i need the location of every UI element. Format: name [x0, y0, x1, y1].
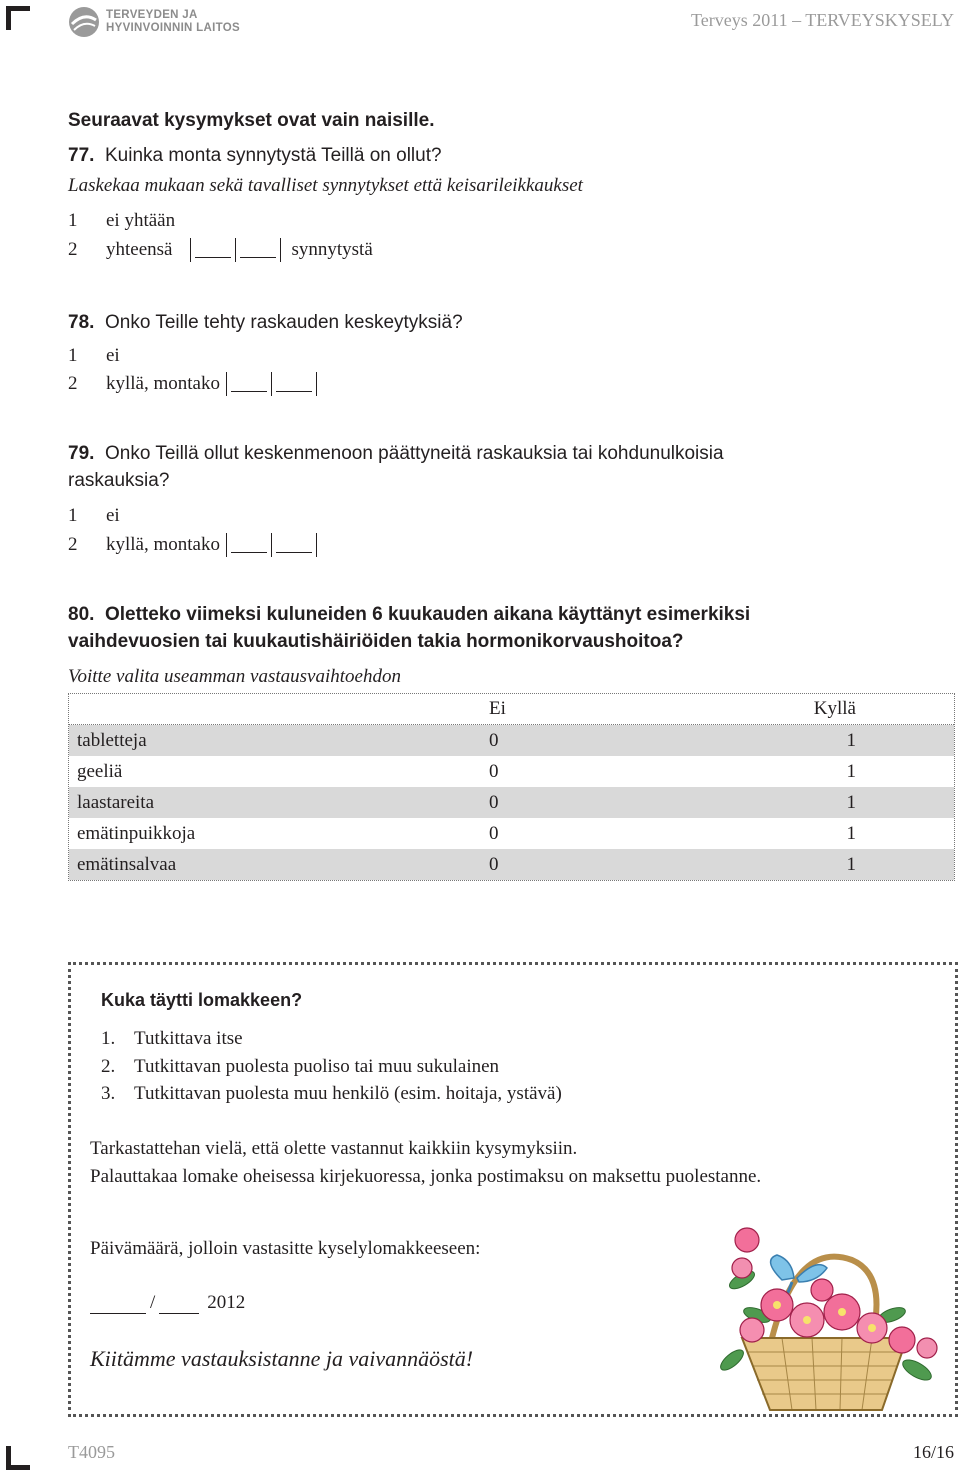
option-code: 2 — [68, 534, 78, 555]
answer-yes[interactable]: 1 — [846, 853, 856, 875]
option-code: 1 — [68, 505, 78, 526]
q78-option-1[interactable] — [68, 345, 120, 367]
who-option-3[interactable] — [101, 1083, 562, 1105]
q77-title — [68, 142, 442, 169]
q80-text-line-1: Oletteko viimeksi kuluneiden 6 kuukauden aikana käyttänyt esimerkiksi — [104, 604, 751, 625]
q79-number: 79. — [68, 443, 95, 464]
table-header-row — [69, 694, 954, 725]
digit-box-2[interactable] — [236, 238, 281, 262]
row-label: geeliä — [77, 760, 123, 782]
option-label: Tutkittava itse — [134, 1028, 243, 1049]
option-label: ei — [106, 345, 120, 366]
q78-text: Onko Teille tehty raskauden keskeytyksiä? — [104, 312, 463, 333]
row-label: emätinsalvaa — [77, 853, 177, 875]
answer-no[interactable]: 0 — [489, 791, 499, 813]
thl-logo-icon — [68, 6, 100, 38]
q79-text-line-1: Onko Teillä ollut keskenmenoon päättyneitä raskauksia tai kohdunulkoisia — [104, 443, 724, 464]
return-instructions: Palauttakaa lomake oheisessa kirjekuoressa, jonka postimaksu on maksettu puolestanne. — [90, 1166, 762, 1187]
who-filled-title: Kuka täytti lomakkeen? — [101, 990, 303, 1010]
option-label: kyllä, montako — [106, 534, 220, 555]
table-row[interactable] — [69, 818, 954, 849]
option-label: yhteensä — [106, 239, 173, 260]
q79-option-1[interactable] — [68, 505, 120, 527]
month-blank[interactable] — [159, 1295, 199, 1314]
answer-no[interactable]: 0 — [489, 729, 499, 751]
table-row[interactable] — [69, 725, 954, 756]
q77-option-2[interactable] — [68, 238, 373, 262]
answer-no[interactable]: 0 — [489, 822, 499, 844]
digit-box-2[interactable] — [272, 372, 317, 396]
digit-box-1[interactable] — [226, 533, 272, 557]
date-field[interactable] — [90, 1292, 245, 1314]
logo-text — [106, 9, 240, 35]
form-code: T4095 — [68, 1442, 115, 1462]
option-label: kyllä, montako — [106, 373, 220, 394]
option-label: ei — [106, 505, 120, 526]
answer-no[interactable]: 0 — [489, 853, 499, 875]
q77-option-1[interactable] — [68, 210, 175, 232]
page-number: 16/16 — [912, 1442, 954, 1462]
option-code: 1 — [68, 345, 78, 366]
option-label: Tutkittavan puolesta muu henkilö (esim. hoitaja, ystävä) — [134, 1083, 562, 1104]
answer-yes[interactable]: 1 — [846, 760, 856, 782]
option-code: 1 — [68, 210, 78, 231]
digit-box-2[interactable] — [272, 533, 317, 557]
option-label: ei yhtään — [106, 210, 176, 231]
q80-note: Voitte valita useamman vastausvaihtoehdon — [68, 666, 401, 687]
q77-text: Kuinka monta synnytystä Teillä on ollut? — [104, 145, 442, 166]
logo-line-1: TERVEYDEN JA — [106, 9, 198, 21]
q78-number: 78. — [68, 312, 95, 333]
option-code: 2. — [101, 1056, 116, 1077]
q79-title — [68, 440, 928, 494]
logo-line-2: HYVINVOINNIN LAITOS — [106, 22, 240, 34]
option-code: 3. — [101, 1083, 116, 1104]
day-blank[interactable] — [90, 1295, 146, 1314]
q78-option-2[interactable] — [68, 372, 317, 396]
check-answers-text: Tarkastattehan vielä, että olette vastannut kaikkiin kysymyksiin. — [90, 1138, 578, 1159]
answer-yes[interactable]: 1 — [846, 822, 856, 844]
q80-number: 80. — [68, 604, 95, 625]
q80-text-line-2: vaihdevuosien tai kuukautishäiriöiden takia hormonikorvaushoitoa? — [68, 631, 684, 652]
option-suffix: synnytystä — [291, 239, 373, 260]
thl-logo — [68, 6, 240, 38]
table-header-yes: Kyllä — [813, 698, 856, 719]
survey-title: Terveys 2011 – TERVEYSKYSELY — [691, 10, 954, 30]
digit-box-1[interactable] — [226, 372, 272, 396]
option-code: 2 — [68, 239, 78, 260]
row-label: emätinpuikkoja — [77, 822, 196, 844]
table-row[interactable] — [69, 756, 954, 787]
answer-no[interactable]: 0 — [489, 760, 499, 782]
option-code: 2 — [68, 373, 78, 394]
q78-title — [68, 309, 463, 336]
date-year: 2012 — [207, 1292, 246, 1313]
crop-mark-top-left — [6, 6, 30, 30]
answer-yes[interactable]: 1 — [846, 729, 856, 751]
hormone-therapy-table — [68, 693, 955, 881]
who-option-2[interactable] — [101, 1056, 499, 1078]
option-code: 1. — [101, 1028, 116, 1049]
option-label: Tutkittavan puolesta puoliso tai muu sukulainen — [134, 1056, 500, 1077]
thanks-text: Kiitämme vastauksistanne ja vaivannäöstä! — [90, 1346, 474, 1371]
q80-title — [68, 601, 948, 655]
section-intro: Seuraavat kysymykset ovat vain naisille. — [68, 110, 435, 131]
crop-mark-bottom-left — [6, 1446, 30, 1470]
table-row[interactable] — [69, 787, 954, 818]
date-label: Päivämäärä, jolloin vastasitte kyselylomakkeeseen: — [90, 1238, 481, 1259]
flower-basket-illustration — [702, 1220, 952, 1418]
q79-option-2[interactable] — [68, 533, 317, 557]
digit-box-1[interactable] — [190, 238, 236, 262]
answer-yes[interactable]: 1 — [846, 791, 856, 813]
row-label: laastareita — [77, 791, 155, 813]
date-slash: / — [150, 1292, 156, 1313]
row-label: tabletteja — [77, 729, 147, 751]
table-row[interactable] — [69, 849, 954, 880]
q77-note: Laskekaa mukaan sekä tavalliset synnytykset että keisarileikkaukset — [68, 175, 583, 196]
q79-text-line-2: raskauksia? — [68, 470, 170, 491]
who-option-1[interactable] — [101, 1028, 243, 1050]
table-header-no: Ei — [489, 698, 506, 719]
q77-number: 77. — [68, 145, 95, 166]
